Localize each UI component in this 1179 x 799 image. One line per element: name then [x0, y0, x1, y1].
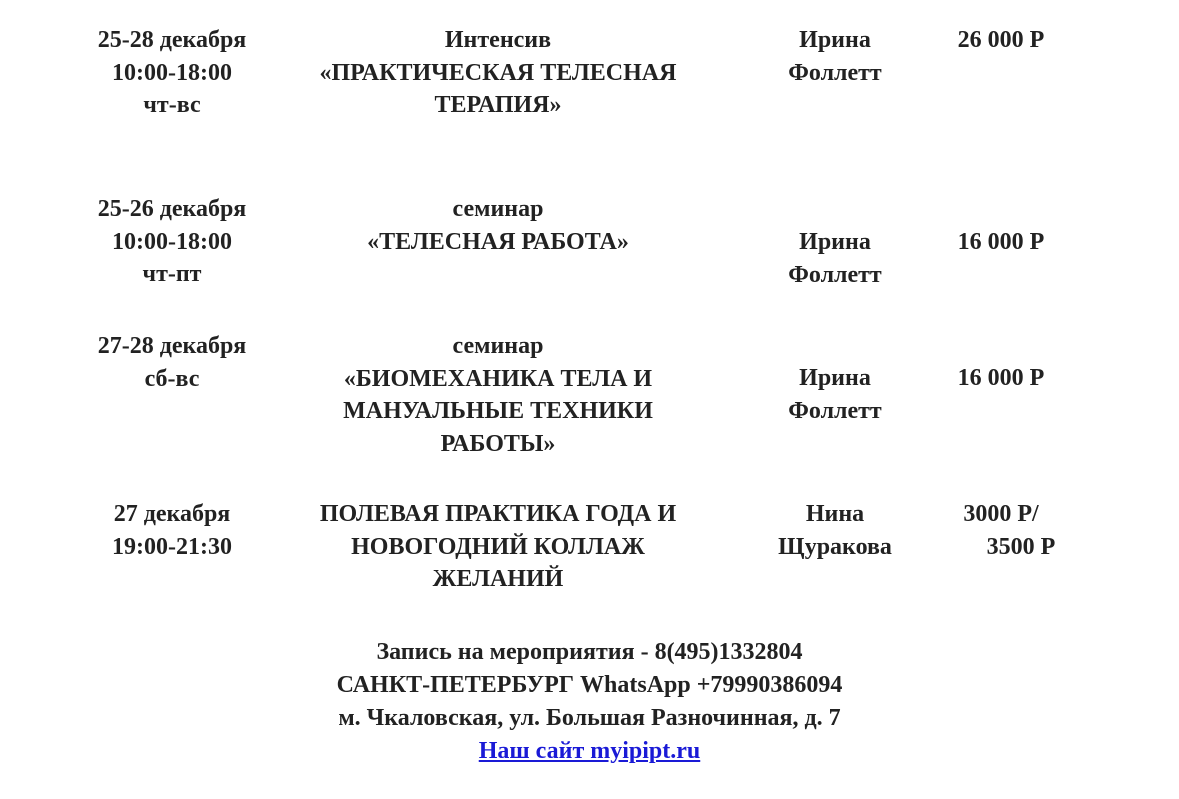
event-3-name-line-2: МАНУАЛЬНЫЕ ТЕХНИКИ: [343, 398, 653, 424]
event-3-date-days: 27-28 декабря: [97, 333, 247, 359]
event-4-name-line-1: ПОЛЕВАЯ ПРАКТИКА ГОДА И: [319, 501, 677, 527]
event-2-type: семинар: [452, 196, 544, 222]
event-4-price-member: 3000 Р/: [963, 501, 1039, 527]
event-2-host: [750, 226, 920, 291]
event-1-date: [62, 24, 282, 122]
event-1-title: [262, 24, 734, 122]
event-1-name-line-2: ТЕРАПИЯ»: [434, 92, 562, 118]
venue-address: м. Чкаловская, ул. Большая Разночинная, д. 7: [338, 705, 841, 731]
event-2-host-first-name: Ирина: [799, 229, 871, 255]
event-4-host-first-name: Нина: [805, 501, 865, 527]
event-3-name-line-3: РАБОТЫ»: [440, 430, 556, 457]
event-2-price: [938, 226, 1064, 259]
event-2-title: [262, 193, 734, 258]
event-1-type: Интенсив: [444, 27, 552, 53]
event-1-host: [750, 24, 920, 89]
website-link[interactable]: Наш сайт myipipt.ru: [478, 738, 701, 764]
event-2-name-line-1: «ТЕЛЕСНАЯ РАБОТА»: [367, 228, 629, 255]
event-2-host-last-name: Фоллетт: [788, 261, 882, 288]
event-2-date-time: 10:00-18:00: [112, 228, 232, 255]
event-4-price-regular: 3500 Р: [986, 533, 1056, 560]
event-1-host-last-name: Фоллетт: [788, 59, 882, 86]
event-1-date-weekdays: чт-вс: [143, 92, 201, 118]
event-3-host: [750, 362, 920, 427]
event-4-date: [62, 498, 282, 563]
event-1-date-days: 25-28 декабря: [97, 27, 247, 53]
event-3-name-line-1: «БИОМЕХАНИКА ТЕЛА И: [343, 365, 653, 392]
event-1-name-line-1: «ПРАКТИЧЕСКАЯ ТЕЛЕСНАЯ: [319, 59, 677, 86]
event-4-name-line-3: ЖЕЛАНИЙ: [432, 566, 564, 592]
event-3-date: [62, 330, 282, 395]
event-1-price-value: 26 000 Р: [957, 27, 1045, 53]
event-3-title: [262, 330, 734, 460]
event-1-date-time: 10:00-18:00: [112, 59, 232, 86]
event-4-name-line-2: НОВОГОДНИЙ КОЛЛАЖ: [351, 533, 645, 560]
event-2-date-weekdays: чт-пт: [142, 261, 202, 287]
event-3-host-last-name: Фоллетт: [788, 397, 882, 424]
event-2-date-days: 25-26 декабря: [97, 196, 247, 222]
event-3-price-value: 16 000 Р: [957, 365, 1045, 391]
event-4-host: [750, 498, 920, 563]
event-2-date: [62, 193, 282, 291]
event-3-type: семинар: [452, 333, 544, 359]
event-4-host-last-name: Щуракова: [778, 533, 892, 560]
contact-footer: [0, 636, 1179, 768]
city-whatsapp: САНКТ-ПЕТЕРБУРГ WhatsApp +79990386094: [336, 672, 843, 698]
event-4-title: [262, 498, 734, 596]
booking-phone: Запись на мероприятия - 8(495)1332804: [376, 639, 803, 665]
event-3-price: [938, 362, 1064, 395]
event-1-price: [938, 24, 1064, 57]
event-4-date-days: 27 декабря: [113, 501, 231, 527]
event-3-date-weekdays: сб-вс: [144, 365, 200, 392]
event-4-date-time: 19:00-21:30: [112, 533, 232, 560]
event-2-price-value: 16 000 Р: [957, 229, 1045, 255]
event-1-host-first-name: Ирина: [799, 27, 871, 53]
event-4-price: [938, 498, 1064, 563]
event-3-host-first-name: Ирина: [799, 365, 871, 391]
